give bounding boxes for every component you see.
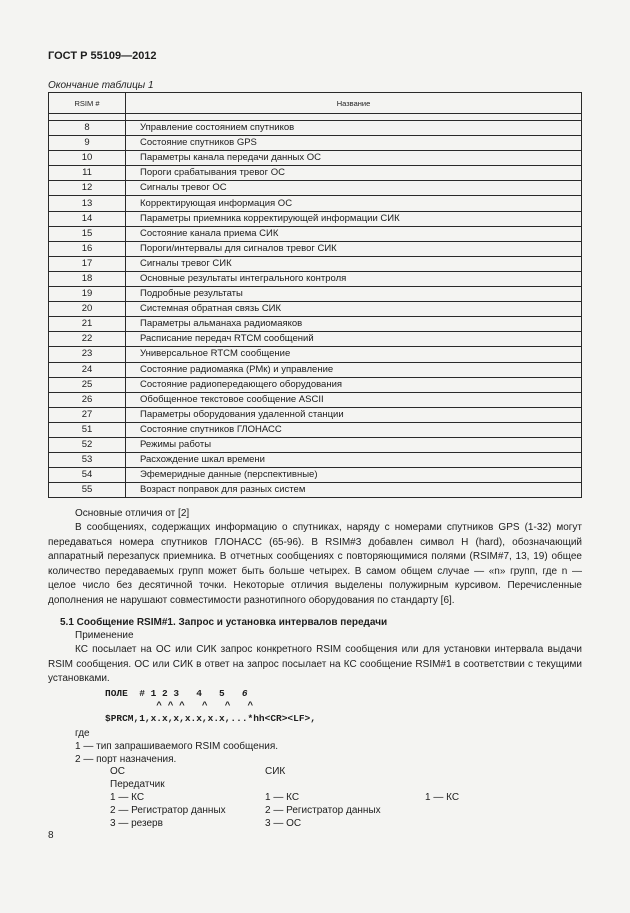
rsim-name-cell: Режимы работы — [126, 437, 582, 452]
rsim-number-cell: 13 — [49, 196, 126, 211]
rsim-number-cell: 14 — [49, 211, 126, 226]
rsim-number-cell: 9 — [49, 136, 126, 151]
rsim-number-cell: 12 — [49, 181, 126, 196]
rsim-name-cell: Сигналы тревог СИК — [126, 256, 582, 271]
rsim-name-cell: Системная обратная связь СИК — [126, 302, 582, 317]
rsim-name-cell: Управление состоянием спутников — [126, 121, 582, 136]
code-sentence-line: $PRCM,1,x.x,x,x.x,x.x,...*hh<CR><LF>, — [105, 713, 316, 724]
rsim-number-cell: 51 — [49, 422, 126, 437]
os-port-3: 3 — резерв — [110, 818, 163, 829]
rsim-number-cell: 53 — [49, 453, 126, 468]
rsim-number-cell: 11 — [49, 166, 126, 181]
section-heading: 5.1 Сообщение RSIM#1. Запрос и установка интервалов передачи — [60, 617, 388, 628]
rsim-name-cell: Состояние радиомаяка (РМк) и управление — [126, 362, 582, 377]
table-row — [49, 453, 582, 468]
rsim-name-cell: Подробные результаты — [126, 287, 582, 302]
rsim-name-cell: Возраст поправок для разных систем — [126, 483, 582, 498]
table-row — [49, 136, 582, 151]
os-port-1: 1 — КС — [110, 792, 145, 803]
rsim-number-cell: 18 — [49, 271, 126, 286]
code-marker-line: ^ ^ ^ ^ ^ ^ — [105, 700, 254, 711]
transmitter-label: Передатчик — [110, 779, 165, 790]
rsim-number-cell: 24 — [49, 362, 126, 377]
rsim-number-cell: 22 — [49, 332, 126, 347]
table-row — [49, 241, 582, 256]
table-row — [49, 211, 582, 226]
table-row — [49, 392, 582, 407]
rsim-name-cell: Состояние спутников GPS — [126, 136, 582, 151]
rsim-name-cell: Расписание передач RTCM сообщений — [126, 332, 582, 347]
rsim-name-cell: Расхождение шкал времени — [126, 453, 582, 468]
table-row — [49, 287, 582, 302]
rsim-name-cell: Состояние спутников ГЛОНАСС — [126, 422, 582, 437]
rsim-number-cell: 55 — [49, 483, 126, 498]
application-paragraph: КС посылает на ОС или СИК запрос конкретного RSIM сообщения или для установки интервала выдачи RSIM сообщения. ОС или СИК в ответ на запрос посылает на КС сообщение RSIM#1 в соответствии с текущими установками. — [48, 644, 582, 685]
rsim-name-cell: Обобщенное текстовое сообщение ASCII — [126, 392, 582, 407]
table-row — [49, 256, 582, 271]
rsim-number-cell: 20 — [49, 302, 126, 317]
rsim-name-cell: Универсальное RTCM сообщение — [126, 347, 582, 362]
page-number: 8 — [48, 830, 54, 841]
rsim-name-cell: Состояние канала приема СИК — [126, 226, 582, 241]
rsim-number-cell: 15 — [49, 226, 126, 241]
field-1-description: 1 — тип запрашиваемого RSIM сообщения. — [75, 741, 279, 752]
table-row — [49, 302, 582, 317]
table-row — [49, 196, 582, 211]
rsim-name-cell: Основные результаты интегрального контроля — [126, 271, 582, 286]
rsim-number-cell: 25 — [49, 377, 126, 392]
table-row — [49, 226, 582, 241]
rsim-name-cell: Состояние радиопередающего оборудования — [126, 377, 582, 392]
table-row — [49, 181, 582, 196]
code-field-line — [105, 688, 248, 699]
rsim-name-cell: Пороги срабатывания тревог ОС — [126, 166, 582, 181]
sik-port-3: 3 — ОС — [265, 818, 302, 829]
column-sik-heading: СИК — [265, 766, 286, 777]
table-row — [49, 166, 582, 181]
table-row — [49, 468, 582, 483]
where-label: где — [75, 728, 90, 739]
application-label: Применение — [75, 630, 134, 641]
table-row — [49, 317, 582, 332]
table-row — [49, 332, 582, 347]
code-field-label: ПОЛЕ # 1 2 3 4 5 — [105, 688, 242, 699]
field-2-description: 2 — порт назначения. — [75, 754, 177, 765]
rsim-number-cell: 16 — [49, 241, 126, 256]
table-row — [49, 377, 582, 392]
rsim-number-cell: 17 — [49, 256, 126, 271]
table-row — [49, 407, 582, 422]
table-row — [49, 483, 582, 498]
table-caption: Окончание таблицы 1 — [48, 80, 154, 91]
rsim-number-cell: 10 — [49, 151, 126, 166]
table-row — [49, 151, 582, 166]
column-header-rsim-number: RSIM # — [49, 93, 126, 114]
rsim-number-cell: 27 — [49, 407, 126, 422]
transmitter-port-1: 1 — КС — [425, 792, 460, 803]
table-row — [49, 271, 582, 286]
table-row — [49, 347, 582, 362]
rsim-number-cell: 23 — [49, 347, 126, 362]
rsim-name-cell: Эфемеридные данные (перспективные) — [126, 468, 582, 483]
sik-port-2: 2 — Регистратор данных — [265, 805, 381, 816]
rsim-name-cell: Параметры приемника корректирующей информации СИК — [126, 211, 582, 226]
rsim-number-cell: 26 — [49, 392, 126, 407]
table-row — [49, 422, 582, 437]
document-title: ГОСТ Р 55109—2012 — [48, 50, 157, 62]
table-row — [49, 362, 582, 377]
rsim-number-cell: 54 — [49, 468, 126, 483]
os-port-2: 2 — Регистратор данных — [110, 805, 226, 816]
rsim-name-cell: Параметры оборудования удаленной станции — [126, 407, 582, 422]
rsim-table — [48, 92, 582, 498]
rsim-number-cell: 21 — [49, 317, 126, 332]
rsim-name-cell: Корректирующая информация ОС — [126, 196, 582, 211]
sik-port-1: 1 — КС — [265, 792, 300, 803]
rsim-name-cell: Пороги/интервалы для сигналов тревог СИК — [126, 241, 582, 256]
table-row — [49, 437, 582, 452]
code-field-six: 6 — [241, 688, 248, 699]
column-header-name: Название — [126, 93, 582, 114]
differences-paragraph: В сообщениях, содержащих информацию о спутниках, наряду с номерами спутников GPS (1-32) могут передаваться номера спутников ГЛОНАСС (65-96). В RSIM#3 добавлен символ H (hard), обозначающий аппаратный перезапуск приемника. В отчетных сообщениях с повторяющимися полями (RSIM#7, 13, 19) общее количество передаваемых групп может быть больше четырех. В самом общем случае — «n» групп, где n — целое число без десятичной точки. Некоторые отличия выделены полужирным курсивом. Перечисленные дополнения не нарушают совместимости разнотипного оборудования по стандарту [6]. — [48, 522, 582, 606]
column-os-heading: ОС — [110, 766, 125, 777]
rsim-name-cell: Параметры альманаха радиомаяков — [126, 317, 582, 332]
rsim-name-cell: Параметры канала передачи данных ОС — [126, 151, 582, 166]
rsim-number-cell: 19 — [49, 287, 126, 302]
table-row — [49, 121, 582, 136]
rsim-number-cell: 52 — [49, 437, 126, 452]
differences-intro: Основные отличия от [2] — [75, 508, 190, 519]
rsim-number-cell: 8 — [49, 121, 126, 136]
rsim-name-cell: Сигналы тревог ОС — [126, 181, 582, 196]
